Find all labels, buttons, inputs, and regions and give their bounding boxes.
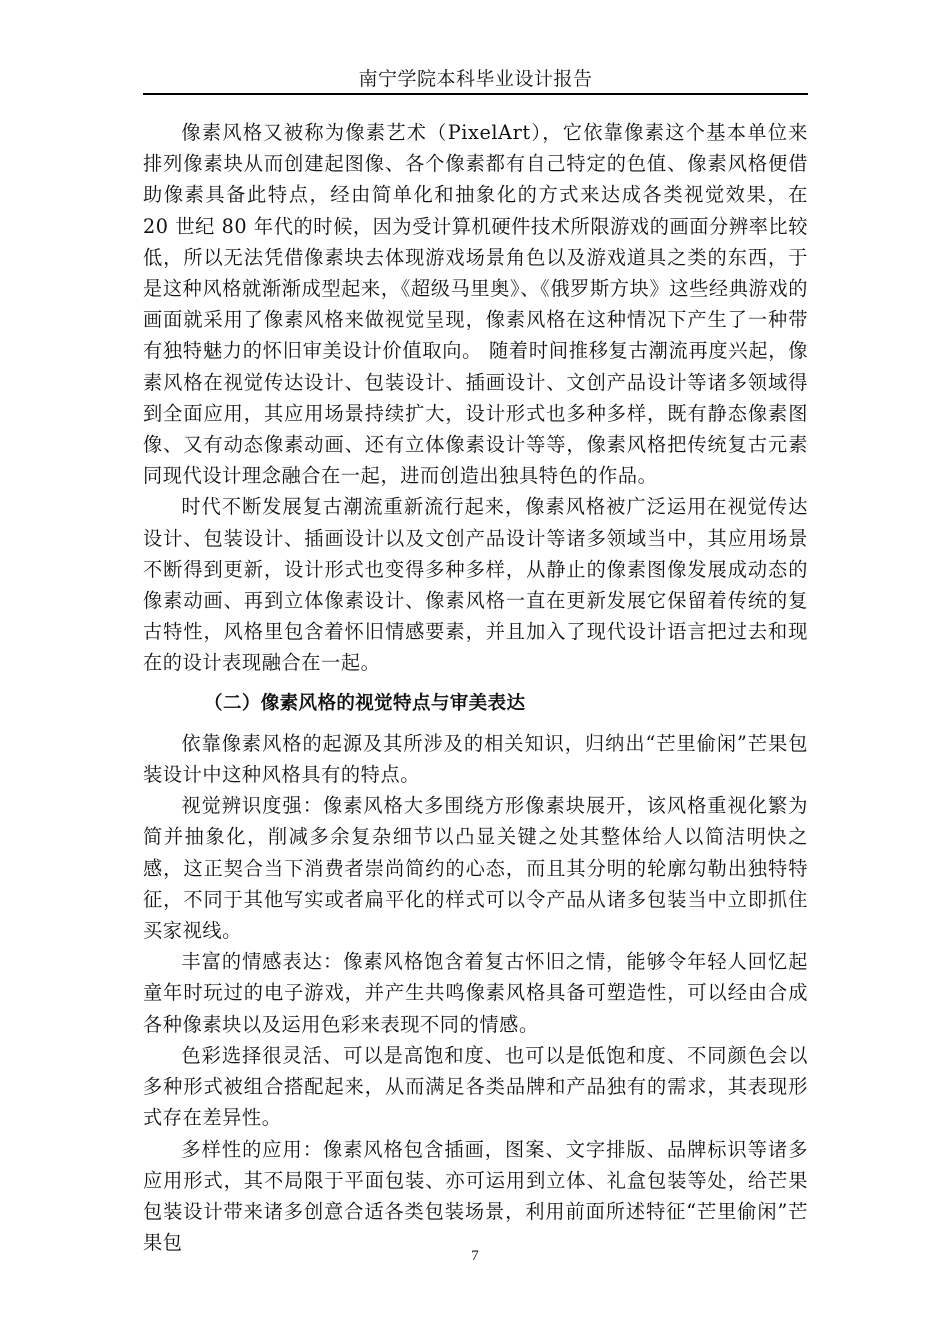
section-heading: （二）像素风格的视觉特点与审美表达 — [204, 692, 526, 714]
paragraph-pixel-art-definition: 像素风格又被称为像素艺术（PixelArt），它依靠像素这个基本单位来排列像素块从而创建起图像、各个像素都有自己特定的色值、像素风格便借助像素具备此特点，经由简单化和抽象化的方式来达成各类视觉效果，在 20 世纪 80 年代的时候，因为受计算机硬件技术所限游戏的画面分辨率比较低，所以无法凭借像素块去体现游戏场景角色以及游戏道具之类的东西，于是这种风格就渐渐成型起来，《超级马里奥》、《俄罗斯方块》这些经典游戏的画面就采用了像素风格来做视觉呈现，像素风格在这种情况下产生了一种带有独特魅力的怀旧审美设计价值取向。 随着时间推移复古潮流再度兴起，像素风格在视觉传达设计、包装设计、插画设计、文创产品设计等诸多领域得到全面应用，其应用场景持续扩大，设计形式也多种多样，既有静态像素图像、又有动态像素动画、还有立体像素设计等等，像素风格把传统复古元素同现代设计理念融合在一起，进而创造出独具特色的作品。 — [143, 121, 808, 488]
header-divider — [143, 93, 808, 95]
paragraph-visual-recognition: 视觉辨识度强：像素风格大多围绕方形像素块展开，该风格重视化繁为简并抽象化，削减多余复杂细节以凸显关键之处其整体给人以简洁明快之感，这正契合当下消费者崇尚简约的心态，而且其分明的轮廓勾勒出独特特征，不同于其他写实或者扁平化的样式可以令产品从诸多包装当中立即抓住买家视线。 — [143, 794, 808, 943]
paragraph-diverse-applications: 多样性的应用：像素风格包含插画，图案、文字排版、品牌标识等诸多应用形式，其不局限于平面包装、亦可运用到立体、礼盒包装等处，给芒果包装设计带来诸多创意合适各类包装场景，利用前面所述特征“芒里偷闲”芒果包 — [143, 1137, 808, 1255]
paragraph-color-choice: 色彩选择很灵活、可以是高饱和度、也可以是低饱和度、不同颜色会以多种形式被组合搭配起来，从而满足各类品牌和产品独有的需求，其表现形式存在差异性。 — [143, 1043, 808, 1130]
body-text — [143, 117, 808, 1258]
paragraph-intro-features: 依靠像素风格的起源及其所涉及的相关知识，归纳出“芒里偷闲”芒果包装设计中这种风格具有的特点。 — [143, 731, 808, 787]
page-number: 7 — [471, 1248, 479, 1264]
paragraph-emotional-expression: 丰富的情感表达：像素风格饱含着复古怀旧之情，能够令年轻人回忆起童年时玩过的电子游戏，并产生共鸣像素风格具备可塑造性，可以经由合成各种像素块以及运用色彩来表现不同的情感。 — [143, 950, 808, 1036]
paragraph-retro-trend: 时代不断发展复古潮流重新流行起来，像素风格被广泛运用在视觉传达设计、包装设计、插画设计以及文创产品设计等诸多领域当中，其应用场景不断得到更新，设计形式也变得多种多样，从静止的像素图像发展成动态的像素动画、再到立体像素设计、像素风格一直在更新发展它保留着传统的复古特性，风格里包含着怀旧情感要素，并且加入了现代设计语言把过去和现在的设计表现融合在一起。 — [143, 495, 808, 675]
running-header: 南宁学院本科毕业设计报告 — [358, 68, 593, 90]
